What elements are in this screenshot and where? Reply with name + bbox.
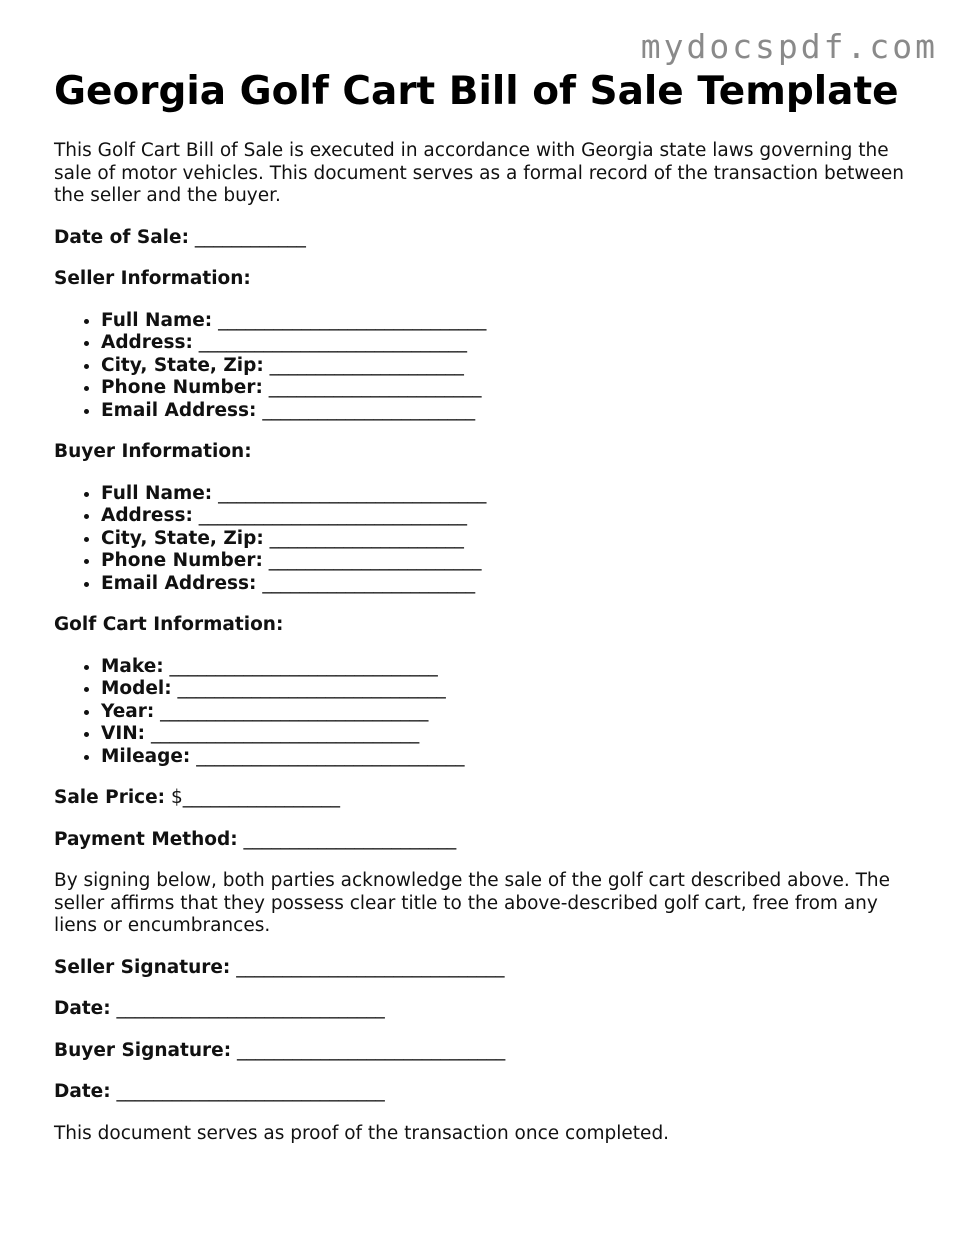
field-label: Year:: [101, 700, 155, 722]
field-blank[interactable]: _____________________: [269, 527, 464, 549]
seller-info-heading: Seller Information:: [54, 268, 251, 289]
buyer-signature-field[interactable]: [54, 1040, 914, 1063]
date-of-sale-blank[interactable]: ____________: [194, 226, 306, 248]
list-item[interactable]: [101, 678, 914, 701]
buyer-signature-blank[interactable]: _____________________________: [236, 1039, 506, 1061]
field-label: City, State, Zip:: [101, 527, 264, 549]
field-blank[interactable]: _____________________________: [160, 700, 429, 722]
field-label: Address:: [101, 332, 193, 353]
seller-date-field[interactable]: [54, 998, 914, 1021]
list-item[interactable]: [101, 377, 914, 400]
watermark-logo: mydocspdf.com: [640, 27, 938, 66]
field-blank[interactable]: _____________________: [269, 354, 464, 376]
buyer-info-heading: Buyer Information:: [54, 441, 252, 462]
list-item[interactable]: [101, 505, 914, 528]
sale-price-field[interactable]: [54, 787, 914, 810]
field-label: Make:: [101, 655, 164, 677]
seller-signature-field[interactable]: [54, 957, 914, 980]
list-item[interactable]: [101, 746, 914, 769]
field-blank[interactable]: _____________________________: [169, 655, 438, 677]
field-blank[interactable]: _____________________________: [150, 723, 420, 744]
list-item[interactable]: [101, 355, 914, 378]
field-label: Phone Number:: [101, 550, 263, 571]
field-blank[interactable]: _____________________________: [218, 482, 487, 504]
document-body: [54, 68, 914, 1164]
field-blank[interactable]: _______________________: [268, 550, 482, 571]
date-of-sale-field[interactable]: [54, 227, 914, 250]
field-blank[interactable]: _____________________________: [198, 332, 468, 353]
seller-signature-label: Seller Signature:: [54, 956, 231, 978]
payment-method-blank[interactable]: _______________________: [243, 828, 457, 850]
field-blank[interactable]: _____________________________: [196, 745, 465, 767]
list-item[interactable]: [101, 332, 914, 355]
buyer-info-list: [54, 483, 914, 596]
golf-cart-info-list: [54, 656, 914, 769]
field-label: Email Address:: [101, 399, 257, 421]
seller-date-blank[interactable]: _____________________________: [116, 998, 385, 1019]
intro-paragraph: This Golf Cart Bill of Sale is executed in accordance with Georgia state laws governing the sale of motor vehicles. This document serves as a formal record of the transaction between the seller and the buyer.: [54, 140, 905, 206]
acknowledgement-paragraph: By signing below, both parties acknowledge the sale of the golf cart described above. The seller affirms that they possess clear title to the above-described golf cart, free from any liens or encumbrances.: [54, 870, 891, 936]
sale-price-blank[interactable]: $_________________: [170, 787, 340, 808]
list-item[interactable]: [101, 701, 914, 724]
list-item[interactable]: [101, 656, 914, 679]
list-item[interactable]: [101, 400, 914, 423]
field-blank[interactable]: _____________________________: [218, 309, 487, 331]
buyer-date-blank[interactable]: _____________________________: [116, 1081, 385, 1102]
field-label: Address:: [101, 505, 193, 526]
seller-date-label: Date:: [54, 998, 111, 1019]
golf-cart-info-heading: Golf Cart Information:: [54, 614, 284, 635]
list-item[interactable]: [101, 310, 914, 333]
list-item[interactable]: [101, 550, 914, 573]
payment-method-label: Payment Method:: [54, 828, 238, 850]
field-label: Full Name:: [101, 482, 213, 504]
field-blank[interactable]: _______________________: [262, 399, 476, 421]
page-title: Georgia Golf Cart Bill of Sale Template: [54, 69, 899, 114]
payment-method-field[interactable]: [54, 829, 914, 852]
field-label: Phone Number:: [101, 377, 263, 398]
list-item[interactable]: [101, 528, 914, 551]
field-blank[interactable]: _______________________: [268, 377, 482, 398]
field-blank[interactable]: _______________________: [262, 572, 476, 594]
field-label: Email Address:: [101, 572, 257, 594]
list-item[interactable]: [101, 483, 914, 506]
seller-info-list: [54, 310, 914, 423]
seller-signature-blank[interactable]: _____________________________: [236, 956, 505, 978]
list-item[interactable]: [101, 573, 914, 596]
buyer-date-field[interactable]: [54, 1081, 914, 1104]
closing-paragraph: This document serves as proof of the transaction once completed.: [54, 1122, 670, 1144]
list-item[interactable]: [101, 723, 914, 746]
buyer-date-label: Date:: [54, 1081, 111, 1102]
field-blank[interactable]: _____________________________: [177, 678, 446, 699]
field-label: City, State, Zip:: [101, 354, 264, 376]
buyer-signature-label: Buyer Signature:: [54, 1039, 232, 1061]
field-label: Mileage:: [101, 745, 191, 767]
sale-price-label: Sale Price:: [54, 787, 166, 808]
field-label: VIN:: [101, 723, 146, 744]
field-blank[interactable]: _____________________________: [198, 505, 468, 526]
field-label: Full Name:: [101, 309, 213, 331]
date-of-sale-label: Date of Sale:: [54, 226, 189, 248]
field-label: Model:: [101, 678, 172, 699]
